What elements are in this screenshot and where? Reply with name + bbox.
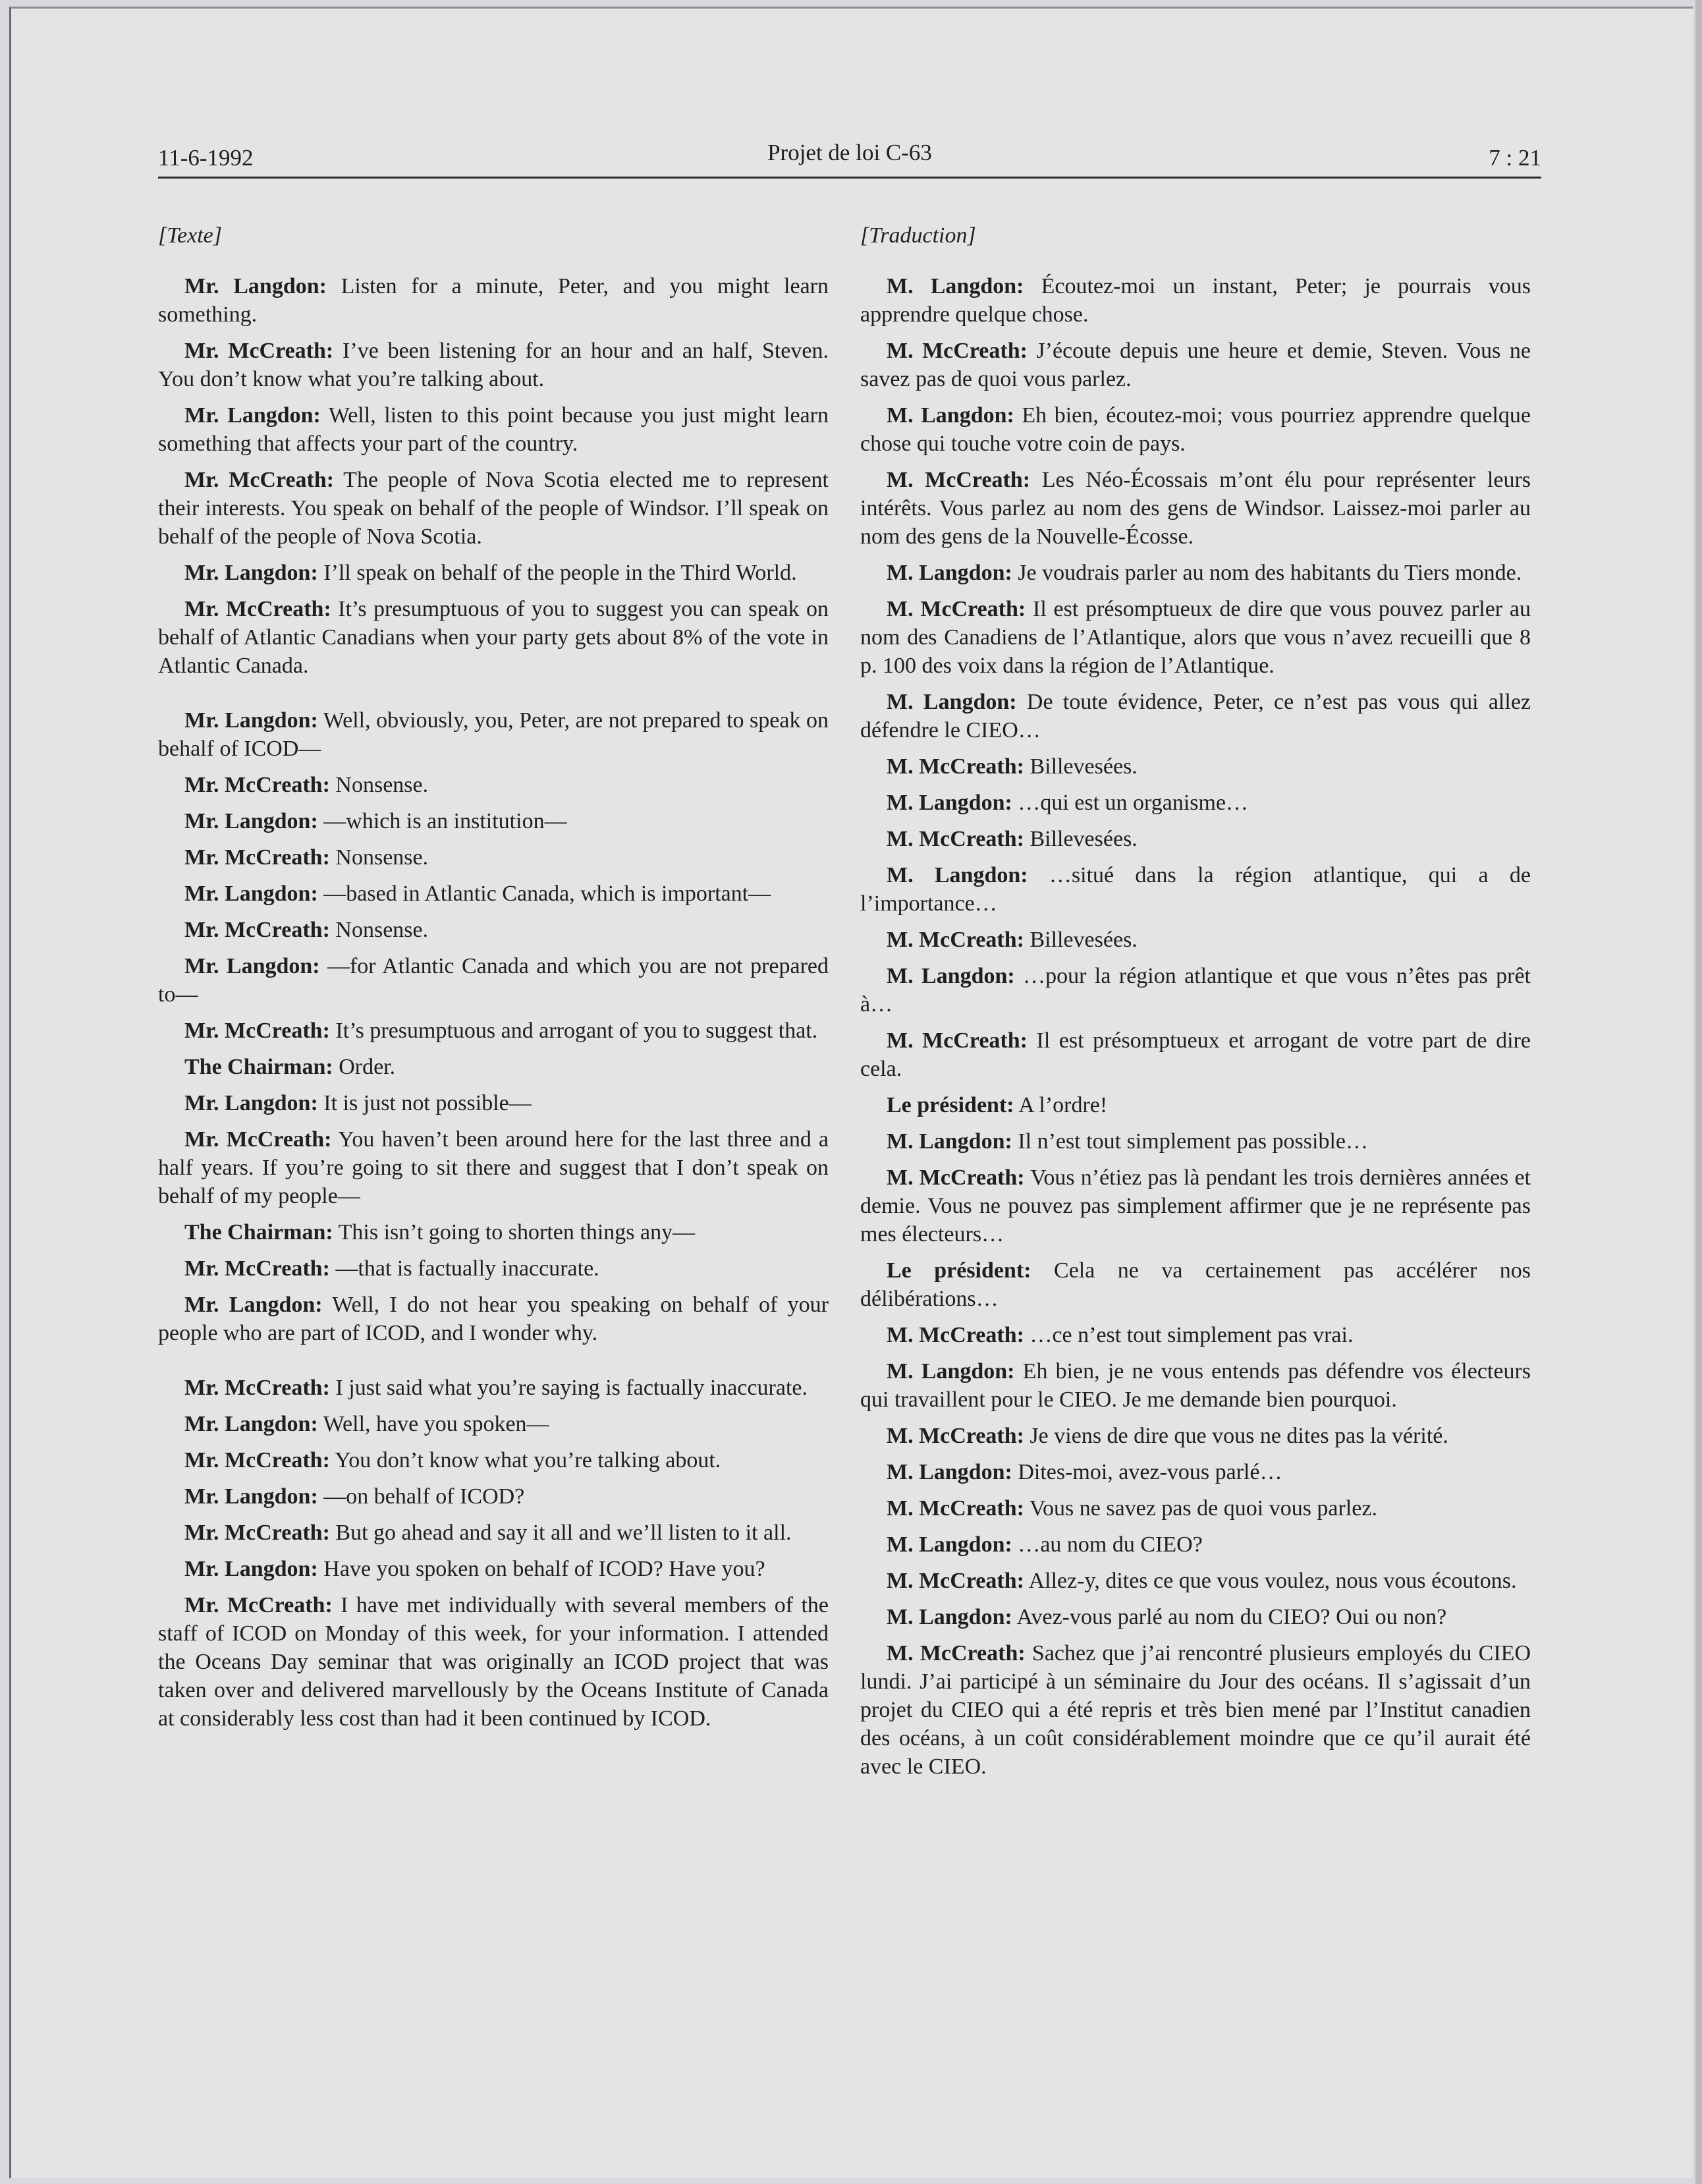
speech-paragraph <box>860 559 1531 587</box>
speech-text: Well, listen to this point because you just might learn something that affects your part of the country. <box>158 403 829 456</box>
speech-paragraph <box>860 1357 1531 1414</box>
speech-text: Sachez que j’ai rencontré plusieurs employés du CIEO lundi. J’ai participé à un séminaire du Jour des océans. Il s’agissait d’un projet du CIEO qui a été repris et très bien mené par l’Institut canadien des océans, à un coût considérablement moindre que ce qu’il aurait été avec le CIEO. <box>860 1641 1531 1779</box>
speaker-name: M. McCreath: <box>887 1641 1026 1666</box>
speech-paragraph <box>860 861 1531 918</box>
header-rule <box>158 177 1541 179</box>
speaker-name: M. Langdon: <box>887 403 1014 428</box>
speech-text: Eh bien, écoutez-moi; vous pourriez apprendre quelque chose qui touche votre coin de pays. <box>860 403 1531 456</box>
speaker-name: Mr. Langdon: <box>184 954 320 978</box>
speech-text: You haven’t been around here for the last three and a half years. If you’re going to sit there and suggest that I don’t speak on behalf of my people— <box>158 1127 829 1208</box>
speech-text: …pour la région atlantique et que vous n’êtes pas prêt à… <box>860 964 1531 1017</box>
speech-text: —that is factually inaccurate. <box>329 1256 599 1281</box>
speech-paragraph <box>158 1374 829 1402</box>
speaker-name: Mr. Langdon: <box>184 1091 318 1115</box>
speech-paragraph <box>860 1163 1531 1248</box>
speech-text: Billevesées. <box>1024 827 1138 851</box>
speech-paragraph <box>860 962 1531 1019</box>
speech-text: Allez-y, dites ce que vous voulez, nous vous écoutons. <box>1024 1569 1517 1593</box>
speaker-name: Mr. Langdon: <box>184 809 318 833</box>
speech-text: It is just not possible— <box>317 1091 532 1115</box>
speech-paragraph <box>158 1446 829 1474</box>
speaker-name: M. McCreath: <box>887 1028 1028 1053</box>
speech-paragraph <box>158 1053 829 1081</box>
speech-text: …ce n’est tout simplement pas vrai. <box>1024 1323 1354 1347</box>
speech-paragraph <box>158 1254 829 1283</box>
speaker-name: Mr. Langdon: <box>184 1293 323 1317</box>
speech-text: Il n’est tout simplement pas possible… <box>1012 1129 1368 1154</box>
speech-text: —for Atlantic Canada and which you are not prepared to— <box>158 954 829 1007</box>
speaker-name: Mr. McCreath: <box>184 1521 330 1545</box>
speech-paragraph <box>158 466 829 551</box>
speech-paragraph <box>158 337 829 393</box>
header-title: Projet de loi C-63 <box>767 140 932 165</box>
speech-text: Dites-moi, avez-vous parlé… <box>1012 1460 1282 1484</box>
speech-text: I have met individually with several members of the staff of ICOD on Monday of this week, for your information. I attended the Oceans Day seminar that was originally an ICOD project that was taken over and delivered marvellously by the Oceans Institute of Canada at considerably less cost than had it been continued by ICOD. <box>158 1593 829 1731</box>
speech-text: Nonsense. <box>329 773 429 797</box>
header-page-number: 7 : 21 <box>1489 145 1541 171</box>
speaker-name: Mr. McCreath: <box>184 1127 332 1152</box>
speech-paragraph <box>158 1089 829 1117</box>
speech-paragraph <box>158 771 829 799</box>
speaker-name: Mr. Langdon: <box>184 1557 318 1581</box>
speech-paragraph <box>860 1639 1531 1781</box>
french-paragraph-list <box>860 272 1531 1781</box>
french-column <box>860 221 1531 1789</box>
speaker-name: Mr. Langdon: <box>184 882 318 906</box>
speech-paragraph <box>158 1410 829 1438</box>
speech-paragraph <box>860 1256 1531 1313</box>
speech-text: I just said what you’re saying is factually inaccurate. <box>329 1376 808 1400</box>
speaker-name: Mr. McCreath: <box>184 339 334 363</box>
speaker-name: Mr. Langdon: <box>184 1484 318 1509</box>
speech-text: The people of Nova Scotia elected me to represent their interests. You speak on behalf of the people of Windsor. I’ll speak on behalf of the people of Nova Scotia. <box>158 468 829 549</box>
speech-paragraph <box>158 272 829 329</box>
speech-paragraph <box>860 466 1531 551</box>
speech-paragraph <box>158 807 829 835</box>
speaker-name: M. Langdon: <box>887 274 1024 298</box>
speaker-name: M. Langdon: <box>887 863 1028 887</box>
speech-paragraph <box>860 1603 1531 1631</box>
speaker-name: Mr. McCreath: <box>184 468 335 492</box>
speech-text: …qui est un organisme… <box>1012 791 1249 815</box>
speech-text: J’écoute depuis une heure et demie, Steven. Vous ne savez pas de quoi vous parlez. <box>860 339 1531 391</box>
speech-text: Eh bien, je ne vous entends pas défendre vos électeurs qui travaillent pour le CIEO. Je me demande bien pourquoi. <box>860 1359 1531 1412</box>
speech-paragraph <box>158 595 829 680</box>
speaker-name: The Chairman: <box>184 1055 333 1079</box>
speech-paragraph <box>158 1591 829 1733</box>
speech-paragraph <box>158 880 829 908</box>
page-header <box>158 140 1541 179</box>
speech-text: —on behalf of ICOD? <box>317 1484 525 1509</box>
speaker-name: M. McCreath: <box>887 827 1024 851</box>
speaker-name: Mr. McCreath: <box>184 773 330 797</box>
speaker-name: M. Langdon: <box>887 1359 1015 1384</box>
speaker-name: M. McCreath: <box>887 597 1026 621</box>
speaker-name: Mr. Langdon: <box>184 1412 318 1436</box>
speech-paragraph <box>860 688 1531 744</box>
speech-paragraph <box>158 843 829 872</box>
speech-paragraph <box>860 1127 1531 1156</box>
speaker-name: M. McCreath: <box>887 339 1028 363</box>
header-date: 11-6-1992 <box>158 145 254 171</box>
speech-paragraph <box>860 1091 1531 1119</box>
speaker-name: M. Langdon: <box>887 561 1012 585</box>
speech-text: A l’ordre! <box>1014 1093 1108 1117</box>
speech-paragraph <box>860 1321 1531 1349</box>
speaker-name: Mr. McCreath: <box>184 1593 333 1617</box>
speech-text: —based in Atlantic Canada, which is important— <box>317 882 771 906</box>
speech-text: Have you spoken on behalf of ICOD? Have you? <box>317 1557 765 1581</box>
speaker-name: Mr. Langdon: <box>184 708 318 733</box>
speech-paragraph <box>860 401 1531 458</box>
speaker-name: Mr. McCreath: <box>184 1019 330 1043</box>
speech-text: …au nom du CIEO? <box>1012 1532 1203 1557</box>
speaker-name: Mr. Langdon: <box>184 561 318 585</box>
speech-text: It’s presumptuous and arrogant of you to suggest that. <box>329 1019 818 1043</box>
speech-paragraph <box>860 272 1531 329</box>
speaker-name: M. McCreath: <box>887 1496 1024 1521</box>
speech-text: De toute évidence, Peter, ce n’est pas vous qui allez défendre le CIEO… <box>860 690 1531 742</box>
speaker-name: M. Langdon: <box>887 791 1012 815</box>
speech-text: Nonsense. <box>329 918 429 942</box>
speech-text: Vous ne savez pas de quoi vous parlez. <box>1024 1496 1377 1521</box>
speaker-name: M. McCreath: <box>887 1569 1024 1593</box>
speech-paragraph <box>860 1530 1531 1559</box>
speech-paragraph <box>860 926 1531 954</box>
speech-paragraph <box>158 1218 829 1246</box>
speaker-name: M. Langdon: <box>887 1460 1012 1484</box>
speaker-name: The Chairman: <box>184 1220 333 1245</box>
speech-text: Écoutez-moi un instant, Peter; je pourrais vous apprendre quelque chose. <box>860 274 1531 327</box>
speech-paragraph <box>860 1567 1531 1595</box>
speech-paragraph <box>860 752 1531 781</box>
speech-paragraph <box>860 1458 1531 1486</box>
speaker-name: M. Langdon: <box>887 690 1017 714</box>
speaker-name: Mr. Langdon: <box>184 403 321 428</box>
speech-text: Vous n’étiez pas là pendant les trois dernières années et demie. Vous ne pouvez pas simplement affirmer que je ne représente pas mes électeurs… <box>860 1165 1531 1246</box>
speech-paragraph <box>158 952 829 1009</box>
speech-text: This isn’t going to shorten things any— <box>333 1220 696 1245</box>
speech-paragraph <box>860 1494 1531 1523</box>
speaker-name: M. McCreath: <box>887 754 1024 779</box>
speech-text: Je viens de dire que vous ne dites pas la vérité. <box>1024 1424 1448 1448</box>
speaker-name: M. McCreath: <box>887 1424 1024 1448</box>
speech-paragraph <box>158 916 829 944</box>
speech-text: Les Néo-Écossais m’ont élu pour représenter leurs intérêts. Vous parlez au nom des gens de Windsor. Laissez-moi parler au nom des gens de la Nouvelle-Écosse. <box>860 468 1531 549</box>
speech-paragraph <box>158 1125 829 1210</box>
speaker-name: M. Langdon: <box>887 1605 1012 1629</box>
speaker-name: M. Langdon: <box>887 1532 1012 1557</box>
column-label-traduction: [Traduction] <box>860 223 976 248</box>
english-column <box>158 221 829 1741</box>
speech-paragraph <box>158 559 829 587</box>
speaker-name: Le président: <box>887 1258 1031 1283</box>
speech-text: Well, obviously, you, Peter, are not prepared to speak on behalf of ICOD— <box>158 708 829 761</box>
speech-paragraph <box>158 1291 829 1347</box>
speech-paragraph <box>860 337 1531 393</box>
speech-text: I’ll speak on behalf of the people in the Third World. <box>317 561 797 585</box>
speech-paragraph <box>158 1519 829 1547</box>
speech-paragraph <box>860 1422 1531 1450</box>
speech-paragraph <box>860 1026 1531 1083</box>
speech-text: Il est présomptueux et arrogant de votre part de dire cela. <box>860 1028 1531 1081</box>
speaker-name: M. Langdon: <box>887 964 1015 988</box>
speaker-name: M. McCreath: <box>887 928 1024 952</box>
speech-text: Il est présomptueux de dire que vous pouvez parler au nom des Canadiens de l’Atlantique, alors que vous n’avez recueilli que 8 p. 100 des voix dans la région de l’Atlantique. <box>860 597 1531 678</box>
speech-text: Billevesées. <box>1024 928 1138 952</box>
speech-paragraph <box>860 789 1531 817</box>
speaker-name: Mr. McCreath: <box>184 918 330 942</box>
speech-text: Avez-vous parlé au nom du CIEO? Oui ou non? <box>1012 1605 1447 1629</box>
english-paragraph-list <box>158 272 829 1733</box>
speech-text: —which is an institution— <box>317 809 567 833</box>
speech-paragraph <box>158 1555 829 1583</box>
speaker-name: Mr. Langdon: <box>184 274 327 298</box>
speech-paragraph <box>860 825 1531 853</box>
speech-text: But go ahead and say it all and we’ll listen to it all. <box>329 1521 792 1545</box>
speech-text: It’s presumptuous of you to suggest you can speak on behalf of Atlantic Canadians when your party gets about 8% of the vote in Atlantic Canada. <box>158 597 829 678</box>
speech-paragraph <box>158 401 829 458</box>
speaker-name: Mr. McCreath: <box>184 1376 330 1400</box>
speech-text: Je voudrais parler au nom des habitants du Tiers monde. <box>1012 561 1522 585</box>
speech-text: Cela ne va certainement pas accélérer nos délibérations… <box>860 1258 1531 1311</box>
speaker-name: M. Langdon: <box>887 1129 1012 1154</box>
speech-paragraph <box>158 1482 829 1511</box>
speech-paragraph <box>158 1017 829 1045</box>
speech-text: Billevesées. <box>1024 754 1138 779</box>
speech-text: You don’t know what you’re talking about. <box>329 1448 721 1472</box>
speaker-name: Mr. McCreath: <box>184 597 331 621</box>
speech-text: Listen for a minute, Peter, and you might learn something. <box>158 274 829 327</box>
speech-text: Order. <box>333 1055 396 1079</box>
speech-text: Nonsense. <box>329 845 429 870</box>
speaker-name: M. McCreath: <box>887 468 1031 492</box>
column-label-texte: [Texte] <box>158 223 222 248</box>
speaker-name: Le président: <box>887 1093 1014 1117</box>
speech-text: I’ve been listening for an hour and an half, Steven. You don’t know what you’re talking about. <box>158 339 829 391</box>
speech-paragraph <box>158 706 829 763</box>
speaker-name: M. McCreath: <box>887 1165 1025 1190</box>
speech-text: Well, I do not hear you speaking on behalf of your people who are part of ICOD, and I wonder why. <box>158 1293 829 1345</box>
speech-paragraph <box>860 595 1531 680</box>
speaker-name: Mr. McCreath: <box>184 1448 330 1472</box>
speech-text: …situé dans la région atlantique, qui a de l’importance… <box>860 863 1531 916</box>
speaker-name: Mr. McCreath: <box>184 1256 330 1281</box>
speaker-name: Mr. McCreath: <box>184 845 330 870</box>
page-edge <box>1695 0 1702 2184</box>
speaker-name: M. McCreath: <box>887 1323 1024 1347</box>
speech-text: Well, have you spoken— <box>317 1412 549 1436</box>
